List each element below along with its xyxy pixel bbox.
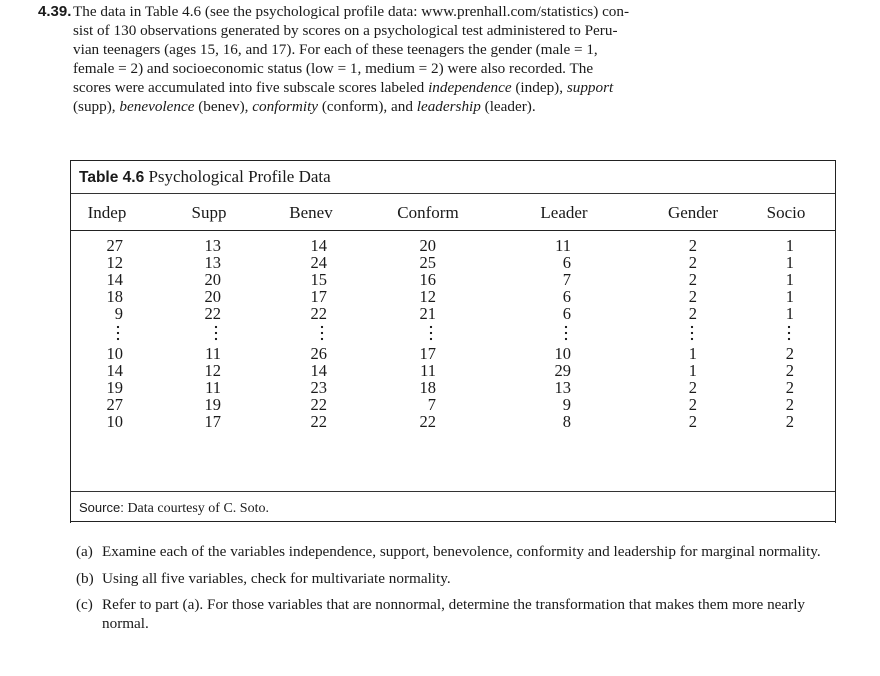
table-cell: 22 [310, 412, 327, 431]
table-cell: 14 [310, 361, 327, 380]
problem-number: 4.39. [38, 3, 72, 20]
data-table [70, 160, 836, 523]
ellipsis-dots [429, 323, 433, 343]
table-cell: 14 [106, 270, 123, 289]
table-cell: 20 [419, 236, 436, 255]
table-cell: 20 [204, 287, 221, 306]
abbrev-benev: (benev), [194, 98, 253, 115]
table-cell: 13 [204, 253, 221, 272]
exercise-parts [76, 543, 836, 641]
table-cell: 2 [785, 395, 794, 414]
title-rule [71, 193, 835, 194]
table-cell: 12 [106, 253, 123, 272]
table-cell: 24 [310, 253, 327, 272]
table-cell: 19 [106, 378, 123, 397]
table-cell: 17 [204, 412, 221, 431]
table-cell: 22 [310, 395, 327, 414]
problem-line-3: vian teenagers (ages 15, 16, and 17). For each of these teenagers the gender (male = 1, [73, 41, 598, 58]
table-cell: 15 [310, 270, 327, 289]
table-cell: 11 [555, 236, 571, 255]
table-cell: 7 [427, 395, 436, 414]
table-title [79, 167, 331, 187]
table-cell: 2 [688, 395, 697, 414]
source-label: Source: [79, 500, 124, 515]
ellipsis-dots [214, 323, 218, 343]
table-cell: 18 [419, 378, 436, 397]
table-cell: 22 [419, 412, 436, 431]
source-text: Data courtesy of C. Soto. [127, 501, 269, 516]
problem-statement [38, 2, 838, 116]
problem-line-2: sist of 130 observations generated by scores on a psychological test administered to Peru- [73, 22, 618, 39]
column-header-socio: Socio [766, 203, 806, 222]
table-cell: 2 [688, 287, 697, 306]
table-cell: 10 [554, 344, 571, 363]
table-cell: 17 [310, 287, 327, 306]
table-cell: 17 [419, 344, 436, 363]
table-cell: 6 [562, 287, 571, 306]
ellipsis-dots [690, 323, 694, 343]
term-conformity: conformity [252, 98, 319, 115]
table-cell: 2 [688, 236, 697, 255]
table-cell: 23 [310, 378, 327, 397]
ellipsis-dots [116, 323, 120, 343]
table-cell: 22 [204, 304, 221, 323]
abbrev-leader: (leader). [480, 98, 536, 115]
part-text: Using all five variables, check for multivariate normality. [102, 569, 451, 587]
table-cell: 2 [688, 304, 697, 323]
table-cell: 11 [205, 344, 221, 363]
table-cell: 2 [785, 412, 794, 431]
table-cell: 7 [562, 270, 571, 289]
ellipsis-dots [564, 323, 568, 343]
column-header-indep: Indep [87, 203, 127, 222]
table-number: Table 4.6 [79, 169, 145, 186]
table-cell: 19 [204, 395, 221, 414]
table-cell: 2 [688, 378, 697, 397]
term-benevolence: benevolence [119, 98, 195, 115]
table-cell: 6 [562, 253, 571, 272]
part-text: Examine each of the variables independence, support, benevolence, conformity and leadership for marginal normality. [102, 543, 821, 560]
table-cell: 14 [106, 361, 123, 380]
table-source [79, 500, 269, 517]
table-cell: 29 [554, 361, 571, 380]
table-cell: 26 [310, 344, 327, 363]
table-cell: 6 [562, 304, 571, 323]
table-cell: 22 [310, 304, 327, 323]
table-cell: 27 [106, 236, 123, 255]
problem-line-6 [38, 97, 838, 116]
column-header-supp: Supp [191, 203, 227, 222]
column-header-conform: Conform [397, 203, 459, 222]
table-cell: 16 [419, 270, 436, 289]
table-cell: 10 [106, 344, 123, 363]
table-cell: 9 [114, 304, 123, 323]
problem-line-4: female = 2) and socioeconomic status (low = 1, medium = 2) were also recorded. The [73, 60, 594, 77]
table-cell: 2 [785, 344, 794, 363]
table-cell: 18 [106, 287, 123, 306]
term-support: support [566, 79, 614, 96]
part-label: (b) [76, 569, 94, 587]
term-leadership: leadership [416, 98, 481, 115]
abbrev-conform: (conform), and [318, 98, 417, 115]
source-rule [71, 491, 835, 492]
part-label: (c) [76, 596, 93, 613]
problem-line-5-text: scores were accumulated into five subscale scores labeled [73, 79, 425, 96]
problem-line-5 [38, 78, 838, 97]
term-independence: independence [428, 79, 512, 96]
table-cell: 1 [785, 236, 794, 255]
table-cell: 25 [419, 253, 436, 272]
table-cell: 11 [420, 361, 436, 380]
table-cell: 8 [562, 412, 571, 431]
part-b [76, 570, 836, 589]
table-cell: 1 [785, 270, 794, 289]
table-cell: 1 [688, 361, 697, 380]
table-cell: 2 [688, 412, 697, 431]
table-cell: 14 [310, 236, 327, 255]
table-cell: 27 [106, 395, 123, 414]
problem-line-1: The data in Table 4.6 (see the psychological profile data: www.prenhall.com/statistics) con- [73, 3, 630, 20]
part-a [76, 543, 836, 562]
abbrev-supp: (supp), [73, 98, 120, 115]
table-cell: 10 [106, 412, 123, 431]
column-header-benev: Benev [289, 203, 333, 222]
part-c [76, 596, 836, 633]
table-cell: 9 [562, 395, 571, 414]
table-cell: 13 [554, 378, 571, 397]
column-header-gender: Gender [667, 203, 719, 222]
table-cell: 20 [204, 270, 221, 289]
table-cell: 2 [785, 378, 794, 397]
table-cell: 11 [205, 378, 221, 397]
part-text: Refer to part (a). For those variables that are nonnormal, determine the transformation that makes them more nearly normal. [102, 596, 806, 632]
ellipsis-dots [787, 323, 791, 343]
table-cell: 21 [419, 304, 436, 323]
table-cell: 12 [204, 361, 221, 380]
table-bottom-rule [70, 521, 836, 522]
table-cell: 1 [785, 253, 794, 272]
table-cell: 1 [785, 304, 794, 323]
table-cell: 2 [688, 253, 697, 272]
table-cell: 2 [785, 361, 794, 380]
part-label: (a) [76, 543, 93, 560]
column-header-leader: Leader [540, 203, 588, 222]
table-cell: 12 [419, 287, 436, 306]
table-title-text: Psychological Profile Data [148, 167, 331, 186]
header-rule [71, 230, 835, 231]
problem-line-5-abbrev: (indep), [511, 79, 567, 96]
table-cell: 13 [204, 236, 221, 255]
ellipsis-dots [320, 323, 324, 343]
table-cell: 1 [688, 344, 697, 363]
table-cell: 1 [785, 287, 794, 306]
table-cell: 2 [688, 270, 697, 289]
